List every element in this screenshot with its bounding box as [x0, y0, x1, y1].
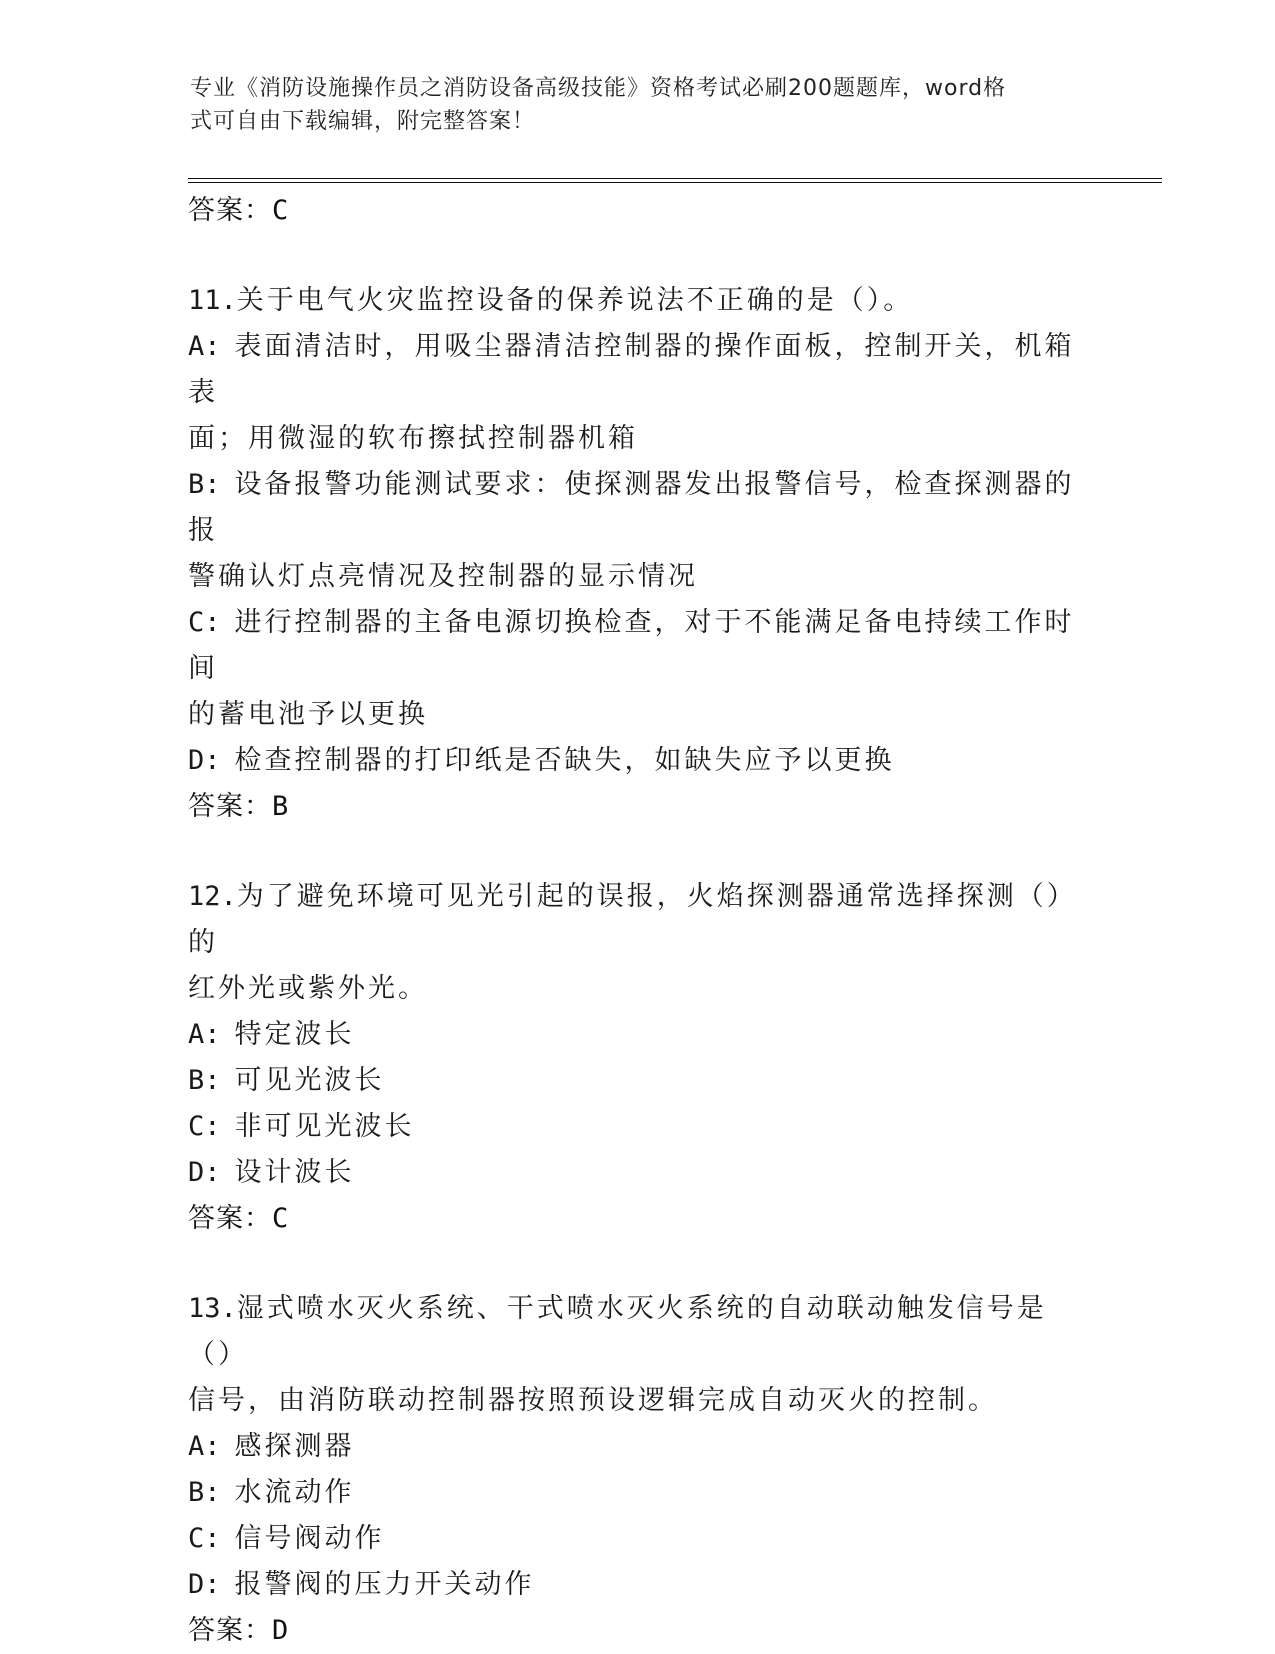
- answer-line: [188, 1196, 1088, 1242]
- option-key: A:: [188, 331, 221, 362]
- answer-value: C: [272, 195, 290, 226]
- option-key: D:: [188, 745, 221, 776]
- answer-label: 答案：: [188, 195, 272, 226]
- prev-answer-line: [188, 188, 1088, 234]
- question-number: 11.: [188, 285, 237, 316]
- answer-line: [188, 1608, 1088, 1654]
- answer-value: B: [272, 791, 290, 822]
- option-c-continued: 的蓄电池予以更换: [188, 699, 428, 730]
- option-key: C:: [188, 1523, 221, 1554]
- option-key: A:: [188, 1019, 221, 1050]
- answer-label: 答案：: [188, 791, 272, 822]
- option-key: B:: [188, 1065, 221, 1096]
- option-key: D:: [188, 1569, 221, 1600]
- option-key: A:: [188, 1431, 221, 1462]
- option-text: 可见光波长: [234, 1065, 385, 1096]
- answer-value: C: [272, 1203, 290, 1234]
- option-key: C:: [188, 1111, 221, 1142]
- header-line-2: 式可自由下载编辑，附完整答案！: [190, 109, 536, 134]
- option-text: 特定波长: [234, 1019, 355, 1050]
- option-b: [188, 462, 1088, 554]
- option-text: 检查控制器的打印纸是否缺失，如缺失应予以更换: [234, 745, 895, 776]
- option-text: 表面清洁时，用吸尘器清洁控制器的操作面板，控制开关，机箱表: [188, 331, 1075, 408]
- option-text: 水流动作: [234, 1477, 355, 1508]
- question-stem: 为了避免环境可见光引起的误报，火焰探测器通常选择探测（）的: [188, 881, 1077, 958]
- question-text-continued: 信号，由消防联动控制器按照预设逻辑完成自动灭火的控制。: [188, 1385, 998, 1416]
- option-c: [188, 600, 1088, 692]
- answer-label: 答案：: [188, 1203, 272, 1234]
- question-text-continued: 红外光或紫外光。: [188, 973, 428, 1004]
- option-a-continued: 面；用微湿的软布擦拭控制器机箱: [188, 423, 638, 454]
- option-d: [188, 738, 1088, 784]
- question-text: [188, 874, 1088, 966]
- option-d: [188, 1562, 1088, 1608]
- answer-label: 答案：: [188, 1615, 272, 1646]
- question-13: [188, 1286, 1088, 1654]
- option-key: B:: [188, 469, 221, 500]
- header-line-1: 专业《消防设施操作员之消防设备高级技能》资格考试必刷200题题库，word格: [190, 76, 1007, 101]
- header-divider-top: [188, 178, 1162, 179]
- option-b-continued: 警确认灯点亮情况及控制器的显示情况: [188, 561, 698, 592]
- option-text: 感探测器: [234, 1431, 355, 1462]
- question-11: [188, 278, 1088, 830]
- option-text: 非可见光波长: [234, 1111, 415, 1142]
- header-divider-bottom: [188, 182, 1162, 183]
- option-a: [188, 1424, 1088, 1470]
- question-text: [188, 1286, 1088, 1378]
- answer-value: D: [272, 1615, 290, 1646]
- option-text: 设备报警功能测试要求：使探测器发出报警信号，检查探测器的报: [188, 469, 1075, 546]
- option-text: 设计波长: [234, 1157, 355, 1188]
- document-header: [190, 72, 1080, 138]
- option-text: 进行控制器的主备电源切换检查，对于不能满足备电持续工作时间: [188, 607, 1075, 684]
- option-a: [188, 1012, 1088, 1058]
- option-b: [188, 1058, 1088, 1104]
- option-key: B:: [188, 1477, 221, 1508]
- option-d: [188, 1150, 1088, 1196]
- question-12: [188, 874, 1088, 1242]
- question-stem: 湿式喷水灭火系统、干式喷水灭火系统的自动联动触发信号是（）: [188, 1293, 1047, 1370]
- option-a: [188, 324, 1088, 416]
- option-text: 报警阀的压力开关动作: [234, 1569, 535, 1600]
- option-key: D:: [188, 1157, 221, 1188]
- question-stem: 关于电气火灾监控设备的保养说法不正确的是（）。: [236, 285, 914, 316]
- option-text: 信号阀动作: [234, 1523, 385, 1554]
- question-text: [188, 278, 1088, 324]
- answer-line: [188, 784, 1088, 830]
- option-b: [188, 1470, 1088, 1516]
- option-c: [188, 1516, 1088, 1562]
- option-key: C:: [188, 607, 221, 638]
- option-c: [188, 1104, 1088, 1150]
- question-content: [188, 188, 1088, 1654]
- question-number: 13.: [188, 1293, 237, 1324]
- question-number: 12.: [188, 881, 237, 912]
